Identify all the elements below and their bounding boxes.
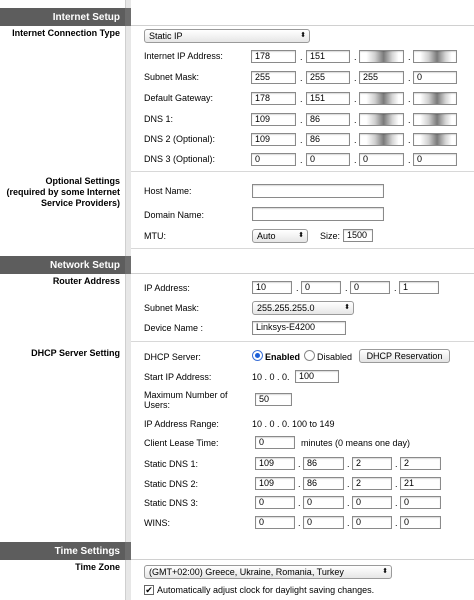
divider: [131, 248, 474, 249]
connection-type-select[interactable]: Static IP ⬍: [144, 29, 310, 43]
dns2-octet-2[interactable]: 86: [306, 133, 350, 146]
static-dns3-octet-2[interactable]: 0: [303, 496, 344, 509]
divider: [131, 341, 474, 342]
label-max-users-2: Users:: [144, 400, 171, 410]
subnet-mask-octet-3[interactable]: 255: [359, 71, 404, 84]
label-static-dns2: Static DNS 2:: [144, 479, 199, 489]
dhcp-disabled-radio[interactable]: [304, 350, 315, 361]
section-title-time-settings: Time Settings: [54, 546, 120, 557]
static-dns2-octet-1[interactable]: 109: [255, 477, 295, 490]
dns1-octet-1[interactable]: 109: [251, 113, 296, 126]
static-dns2-octet-4[interactable]: 21: [400, 477, 441, 490]
label-host-name: Host Name:: [144, 186, 192, 196]
label-ip-range: IP Address Range:: [144, 419, 219, 429]
host-name-input[interactable]: [252, 184, 384, 198]
static-dns3-octet-4[interactable]: 0: [400, 496, 441, 509]
ip-range-value: 10 . 0 . 0. 100 to 149: [252, 419, 335, 429]
left-strip: [125, 0, 131, 600]
network-setup-header: [0, 256, 474, 274]
chevron-updown-icon: ⬍: [344, 304, 350, 311]
subnet-mask-octet-4[interactable]: 0: [413, 71, 457, 84]
static-dns3-octet-3[interactable]: 0: [352, 496, 392, 509]
router-ip-octet-2[interactable]: 0: [301, 281, 341, 294]
dns1-octet-3[interactable]: [359, 113, 404, 126]
dhcp-disabled-label: Disabled: [317, 352, 353, 362]
wins-octet-2[interactable]: 0: [303, 516, 344, 529]
start-ip-input[interactable]: 100: [295, 370, 339, 383]
dns3-octet-3[interactable]: 0: [359, 153, 404, 166]
dns1-octet-2[interactable]: 86: [306, 113, 350, 126]
subnet-mask-octet-1[interactable]: 255: [251, 71, 296, 84]
internet-ip-octet-1[interactable]: 178: [251, 50, 296, 63]
dns2-octet-4[interactable]: [413, 133, 457, 146]
label-dhcp-server: DHCP Server:: [144, 352, 201, 362]
internet-ip-octet-4[interactable]: [413, 50, 457, 63]
label-optional-settings: Optional Settings: [45, 176, 120, 186]
time-settings-header: [0, 542, 474, 560]
label-start-ip: Start IP Address:: [144, 372, 212, 382]
internet-setup-header: [0, 8, 474, 26]
dns3-octet-4[interactable]: 0: [413, 153, 457, 166]
dhcp-reservation-button[interactable]: DHCP Reservation: [359, 349, 450, 363]
device-name-input[interactable]: Linksys-E4200: [252, 321, 346, 335]
static-dns2-octet-3[interactable]: 2: [352, 477, 392, 490]
gateway-octet-3[interactable]: [359, 92, 404, 105]
dns2-octet-1[interactable]: 109: [251, 133, 296, 146]
label-router-ip: IP Address:: [144, 283, 190, 293]
label-router-subnet-mask: Subnet Mask:: [144, 303, 200, 313]
static-dns1-octet-3[interactable]: 2: [352, 457, 392, 470]
static-dns1-octet-1[interactable]: 109: [255, 457, 295, 470]
label-mtu: MTU:: [144, 231, 166, 241]
time-zone-select[interactable]: (GMT+02:00) Greece, Ukraine, Romania, Turkey ⬍: [144, 565, 392, 579]
chevron-updown-icon: ⬍: [298, 232, 304, 239]
label-optional-settings-3: Service Providers): [40, 198, 120, 208]
label-optional-settings-2: (required by some Internet: [6, 187, 120, 197]
static-dns3-octet-1[interactable]: 0: [255, 496, 295, 509]
domain-name-input[interactable]: [252, 207, 384, 221]
mtu-select[interactable]: Auto ⬍: [252, 229, 308, 243]
router-ip-octet-4[interactable]: 1: [399, 281, 439, 294]
label-domain-name: Domain Name:: [144, 210, 205, 220]
label-router-address: Router Address: [52, 276, 120, 286]
router-subnet-mask-select[interactable]: 255.255.255.0 ⬍: [252, 301, 354, 315]
wins-octet-4[interactable]: 0: [400, 516, 441, 529]
dns3-octet-2[interactable]: 0: [306, 153, 350, 166]
dst-checkbox[interactable]: ✔: [145, 585, 153, 595]
dhcp-enabled-radio[interactable]: [252, 350, 263, 361]
chevron-updown-icon: ⬍: [382, 568, 388, 575]
dns3-octet-1[interactable]: 0: [251, 153, 296, 166]
wins-octet-3[interactable]: 0: [352, 516, 392, 529]
chevron-updown-icon: ⬍: [300, 32, 306, 39]
divider: [131, 171, 474, 172]
dhcp-enabled-label: Enabled: [265, 352, 301, 362]
label-wins: WINS:: [144, 518, 170, 528]
dns2-octet-3[interactable]: [359, 133, 404, 146]
static-dns1-octet-4[interactable]: 2: [400, 457, 441, 470]
label-time-zone: Time Zone: [75, 562, 120, 572]
dst-label: Automatically adjust clock for daylight saving changes.: [157, 585, 375, 595]
label-subnet-mask: Subnet Mask:: [144, 72, 200, 82]
label-dns1: DNS 1:: [144, 114, 174, 124]
max-users-input[interactable]: 50: [255, 393, 292, 406]
section-title-network-setup: Network Setup: [49, 260, 120, 271]
label-max-users-1: Maximum Number of: [144, 390, 228, 400]
wins-octet-1[interactable]: 0: [255, 516, 295, 529]
mtu-size-input[interactable]: 1500: [343, 229, 373, 242]
static-dns1-octet-2[interactable]: 86: [303, 457, 344, 470]
router-ip-octet-3[interactable]: 0: [350, 281, 390, 294]
label-internet-connection-type: Internet Connection Type: [12, 28, 120, 38]
internet-ip-octet-2[interactable]: 151: [306, 50, 350, 63]
label-dhcp-server-setting: DHCP Server Setting: [31, 348, 120, 358]
section-title-internet-setup: Internet Setup: [52, 12, 120, 23]
label-dns3: DNS 3 (Optional):: [144, 154, 216, 164]
router-ip-octet-1[interactable]: 10: [252, 281, 292, 294]
left-column: [0, 0, 125, 600]
subnet-mask-octet-2[interactable]: 255: [306, 71, 350, 84]
label-dns2: DNS 2 (Optional):: [144, 134, 216, 144]
label-size: Size:: [320, 231, 341, 241]
label-static-dns1: Static DNS 1:: [144, 459, 199, 469]
internet-ip-octet-3[interactable]: [359, 50, 404, 63]
label-static-dns3: Static DNS 3:: [144, 498, 199, 508]
lease-time-hint: minutes (0 means one day): [301, 438, 411, 448]
label-internet-ip: Internet IP Address:: [144, 51, 223, 61]
lease-time-input[interactable]: 0: [255, 436, 295, 449]
start-ip-prefix: 10 . 0 . 0.: [252, 372, 290, 382]
gateway-octet-4[interactable]: [413, 92, 457, 105]
static-dns2-octet-2[interactable]: 86: [303, 477, 344, 490]
label-default-gateway: Default Gateway:: [144, 93, 214, 103]
dns1-octet-4[interactable]: [413, 113, 457, 126]
label-device-name: Device Name :: [144, 323, 204, 333]
label-lease-time: Client Lease Time:: [144, 438, 219, 448]
gateway-octet-2[interactable]: 151: [306, 92, 350, 105]
gateway-octet-1[interactable]: 178: [251, 92, 296, 105]
